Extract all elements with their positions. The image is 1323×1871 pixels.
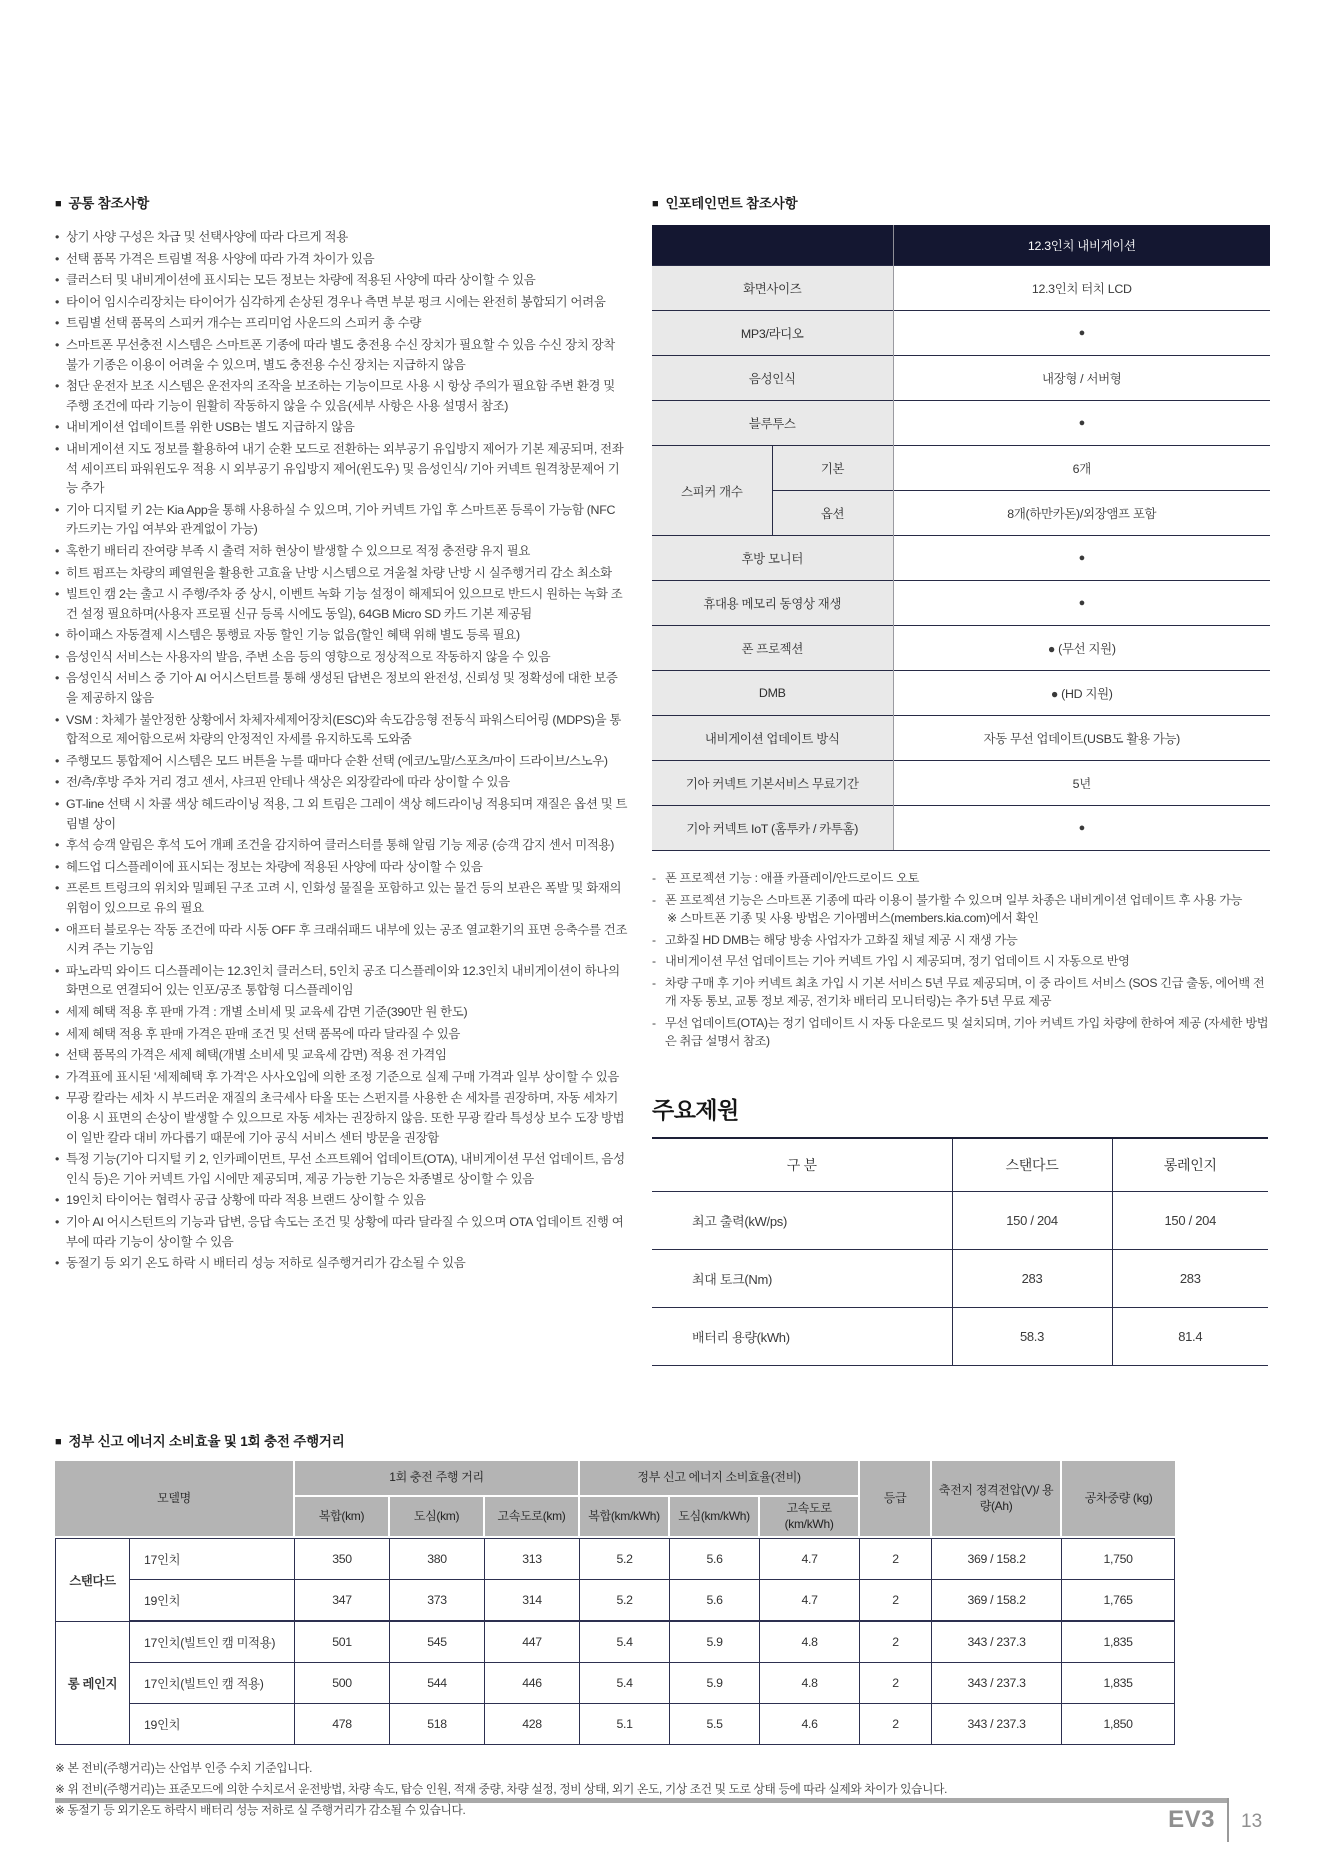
spec-label: 최대 토크(Nm)	[652, 1250, 952, 1308]
infotainment-table	[652, 225, 1270, 851]
infotainment-notes-list	[652, 869, 1270, 1051]
table-row	[652, 536, 1270, 581]
footer-page-number: 13	[1241, 1811, 1263, 1832]
table-row	[652, 1192, 1268, 1250]
model-variant: 17인치	[130, 1538, 295, 1580]
energy-footnote: ※ 동절기 등 외기온도 하락시 배터리 성능 저하로 실 주행거리가 감소될 수 있습니다.	[55, 1803, 466, 1817]
table-row	[652, 581, 1270, 626]
cell-value: 500	[295, 1663, 390, 1704]
main-specs-table	[652, 1137, 1268, 1366]
row-value: 12.3인치 터치 LCD	[893, 266, 1270, 311]
main-specs-header-row	[652, 1138, 1268, 1192]
table-row	[55, 1538, 1175, 1580]
cell-value: 446	[485, 1663, 580, 1704]
common-note-item: • 헤드업 디스플레이에 표시되는 정보는 차량에 적용된 사양에 따라 상이할 수 있음	[55, 858, 629, 878]
cell-value: 5.4	[580, 1622, 670, 1663]
cell-value: 4.7	[760, 1580, 860, 1622]
footer-divider	[1227, 1798, 1229, 1842]
spec-value-long-range: 81.4	[1112, 1308, 1268, 1366]
common-note-item: • 하이패스 자동결제 시스템은 통행료 자동 할인 기능 없음(할인 혜택 위해 별도 등록 필요)	[55, 626, 629, 646]
note-text: 무선 업데이트(OTA)는 정기 업데이트 시 자동 다운로드 및 설치되며, 기아 커넥트 가입 차량에 한하여 제공 (자세한 방법은 취급 설명서 참조)	[665, 1015, 1269, 1049]
column-header-range-highway: 고속도로(km)	[485, 1497, 580, 1538]
cell-value: 369 / 158.2	[932, 1580, 1062, 1622]
row-label: 화면사이즈	[652, 266, 893, 311]
row-value: 5년	[893, 761, 1270, 806]
row-value: ●	[893, 581, 1270, 626]
energy-efficiency-table	[55, 1461, 1175, 1745]
speaker-option-label: 옵션	[772, 491, 893, 536]
common-note-item: • 기아 디지털 키 2는 Kia App을 통해 사용하실 수 있으며, 기아 커넥트 가입 후 스마트폰 등록이 가능함 (NFC 카드키는 가입 여부와 관계없이 가능)	[55, 501, 629, 540]
common-note-item: • 선택 품목 가격은 트림별 적용 사양에 따라 가격 차이가 있음	[55, 250, 629, 270]
energy-footnote: ※ 본 전비(주행거리)는 산업부 인증 수치 기준입니다.	[55, 1762, 313, 1776]
cell-value: 343 / 237.3	[932, 1663, 1062, 1704]
common-note-item: • 빌트인 캠 2는 출고 시 주행/주차 중 상시, 이벤트 녹화 기능 설정이 해제되어 있으므로 반드시 원하는 녹화 조건 설정 필요하며(사용자 프로필 신규 등록 시에도 동일), 64GB Micro SD 카드 기본 제공됨	[55, 585, 629, 624]
common-note-item: • 히트 펌프는 차량의 폐열원을 활용한 고효율 난방 시스템으로 겨울철 차량 난방 시 실주행거리 감소 최소화	[55, 564, 629, 584]
column-header-model: 모델명	[55, 1461, 295, 1538]
cell-value: 1,750	[1062, 1538, 1175, 1580]
table-row	[55, 1580, 1175, 1622]
infotainment-note-item	[652, 952, 1270, 971]
row-label: 기아 커넥트 기본서비스 무료기간	[652, 761, 893, 806]
common-note-item: • 클러스터 및 내비게이션에 표시되는 모든 정보는 차량에 적용된 사양에 따라 상이할 수 있음	[55, 271, 629, 291]
common-notes-title: ■ 공통 참조사항	[55, 192, 629, 212]
cell-value: 347	[295, 1580, 390, 1622]
infotainment-column-header: 12.3인치 내비게이션	[893, 225, 1270, 266]
infotainment-title: ■ 인포테인먼트 참조사항	[652, 192, 1270, 212]
row-value: ●	[893, 536, 1270, 581]
column-group-range: 1회 충전 주행 거리	[295, 1461, 580, 1497]
common-notes-section	[55, 192, 629, 1276]
cell-value: 314	[485, 1580, 580, 1622]
common-note-item: • 상기 사양 구성은 차급 및 선택사양에 따라 다르게 적용	[55, 228, 629, 248]
cell-value: 5.9	[670, 1663, 760, 1704]
column-header-eff-combined: 복합(km/kWh)	[580, 1497, 670, 1538]
column-header-range-combined: 복합(km)	[295, 1497, 390, 1538]
common-note-item: • 무광 칼라는 세차 시 부드러운 재질의 초극세사 타올 또는 스펀지를 사용한 손 세차를 권장하며, 자동 세차기 이용 시 표면의 손상이 발생할 수 있으므로 자동 세차는 권장하지 않음. 또한 무광 칼라 특성상 보수 도장 방법이 일반 칼라 대비 까다롭기 때문에 기아 공식 서비스 센터 방문을 권장함	[55, 1089, 629, 1148]
spec-value-long-range: 150 / 204	[1112, 1192, 1268, 1250]
spec-label: 최고 출력(kW/ps)	[652, 1192, 952, 1250]
cell-value: 5.4	[580, 1663, 670, 1704]
common-note-item: • GT-line 선택 시 차콜 색상 헤드라이닝 적용, 그 외 트림은 그레이 색상 헤드라이닝 적용되며 재질은 옵션 및 트림별 상이	[55, 795, 629, 834]
main-specs-section	[652, 1092, 1268, 1366]
cell-value: 5.1	[580, 1704, 670, 1745]
table-row	[652, 671, 1270, 716]
row-label: 내비게이션 업데이트 방식	[652, 716, 893, 761]
common-note-item: • 타이어 임시수리장치는 타이어가 심각하게 손상된 경우나 측면 부분 펑크 시에는 완전히 봉합되기 어려움	[55, 293, 629, 313]
infotainment-header-row	[652, 225, 1270, 266]
cell-value: 4.8	[760, 1663, 860, 1704]
model-group-standard: 스탠다드	[55, 1538, 130, 1622]
infotainment-header-spacer	[652, 225, 893, 266]
model-variant: 19인치	[130, 1580, 295, 1622]
speaker-basic-label: 기본	[772, 446, 893, 491]
common-note-item: • 세제 혜택 적용 후 판매 가격 : 개별 소비세 및 교육세 감면 기준(390만 원 한도)	[55, 1003, 629, 1023]
column-header-battery: 축전지 정격전압(V)/ 용량(Ah)	[932, 1461, 1062, 1538]
infotainment-note-item	[652, 1014, 1270, 1051]
note-text: 고화질 HD DMB는 해당 방송 사업자가 고화질 채널 제공 시 재생 가능	[665, 932, 1018, 947]
speaker-basic-value: 6개	[893, 446, 1270, 491]
cell-value: 5.6	[670, 1538, 760, 1580]
common-note-item: • 트림별 선택 품목의 스피커 개수는 프리미엄 사운드의 스피커 총 수량	[55, 314, 629, 334]
table-row-speaker-basic	[652, 446, 1270, 491]
common-note-item: • 가격표에 표시된 '세제혜택 후 가격'은 사사오입에 의한 조정 기준으로 실제 구매 가격과 일부 상이할 수 있음	[55, 1068, 629, 1088]
table-row	[55, 1663, 1175, 1704]
row-label: 블루투스	[652, 401, 893, 446]
cell-value: 4.7	[760, 1538, 860, 1580]
row-value: ●	[893, 401, 1270, 446]
cell-value: 5.9	[670, 1622, 760, 1663]
cell-value: 2	[860, 1663, 932, 1704]
common-note-item: • VSM : 차체가 불안정한 상황에서 차체자세제어장치(ESC)와 속도감응형 전동식 파워스티어링 (MDPS)을 통합적으로 제어함으로써 차량의 안정적인 자세를 유지하도록 도와줌	[55, 711, 629, 750]
cell-value: 2	[860, 1580, 932, 1622]
common-note-item: • 파노라믹 와이드 디스플레이는 12.3인치 클러스터, 5인치 공조 디스플레이와 12.3인치 내비게이션이 하나의 화면으로 연결되어 있는 인포/공조 통합형 디스플레이임	[55, 962, 629, 1001]
cell-value: 373	[390, 1580, 485, 1622]
column-group-efficiency: 정부 신고 에너지 소비효율(전비)	[580, 1461, 860, 1497]
table-row	[652, 761, 1270, 806]
cell-value: 5.2	[580, 1538, 670, 1580]
row-label: 폰 프로젝션	[652, 626, 893, 671]
infotainment-note-item	[652, 869, 1270, 888]
common-note-item: • 선택 품목의 가격은 세제 혜택(개별 소비세 및 교육세 감면) 적용 전 가격임	[55, 1046, 629, 1066]
note-text: 내비게이션 무선 업데이트는 기아 커넥트 가입 시 제공되며, 정기 업데이트 시 자동으로 반영	[665, 954, 1130, 969]
row-value: 내장형 / 서버형	[893, 356, 1270, 401]
column-header: 롱레인지	[1112, 1138, 1268, 1192]
note-subtext: ※ 스마트폰 기종 및 사용 방법은 기아멤버스(members.kia.com)에서 확인	[667, 911, 1039, 926]
table-row	[652, 1250, 1268, 1308]
common-note-item: • 내비게이션 업데이트를 위한 USB는 별도 지급하지 않음	[55, 418, 629, 438]
row-value: 자동 무선 업데이트(USB도 활용 가능)	[893, 716, 1270, 761]
note-text: 폰 프로젝션 기능 : 애플 카플레이/안드로이드 오토	[665, 871, 920, 885]
cell-value: 501	[295, 1622, 390, 1663]
footer-model-name: EV3	[1168, 1806, 1215, 1833]
common-note-item: • 기아 AI 어시스턴트의 기능과 답변, 응답 속도는 조건 및 상황에 따라 달라질 수 있으며 OTA 업데이트 진행 여부에 따라 기능이 상이할 수 있음	[55, 1213, 629, 1252]
common-note-item: • 19인치 타이어는 협력사 공급 상황에 따라 적용 브랜드 상이할 수 있음	[55, 1191, 629, 1211]
row-label: MP3/라디오	[652, 311, 893, 356]
cell-value: 380	[390, 1538, 485, 1580]
common-note-item: • 프론트 트렁크의 위치와 밀폐된 구조 고려 시, 인화성 물질을 포함하고 있는 물건 등의 보관은 폭발 및 화재의 위험이 있으므로 유의 필요	[55, 879, 629, 918]
energy-footnotes	[55, 1759, 1180, 1821]
row-value: ● (HD 지원)	[893, 671, 1270, 716]
note-text: 폰 프로젝션 기능은 스마트폰 기종에 따라 이용이 불가할 수 있으며 일부 차종은 내비게이션 업데이트 후 사용 가능	[665, 892, 1243, 907]
cell-value: 447	[485, 1622, 580, 1663]
table-row	[652, 806, 1270, 851]
column-header-eff-highway: 고속도로(km/kWh)	[760, 1497, 860, 1538]
cell-value: 1,850	[1062, 1704, 1175, 1745]
spec-value-long-range: 283	[1112, 1250, 1268, 1308]
model-group-long-range: 롱 레인지	[55, 1622, 130, 1745]
row-value: ●	[893, 806, 1270, 851]
spec-label: 배터리 용량(kWh)	[652, 1308, 952, 1366]
table-row	[652, 1308, 1268, 1366]
cell-value: 343 / 237.3	[932, 1704, 1062, 1745]
row-label: 휴대용 메모리 동영상 재생	[652, 581, 893, 626]
table-row	[55, 1622, 1175, 1663]
energy-header-row-1	[55, 1461, 1175, 1497]
speaker-option-value: 8개(하만카돈)/외장앰프 포함	[893, 491, 1270, 536]
cell-value: 4.8	[760, 1622, 860, 1663]
cell-value: 518	[390, 1704, 485, 1745]
common-note-item: • 음성인식 서비스는 사용자의 발음, 주변 소음 등의 영향으로 정상적으로 작동하지 않을 수 있음	[55, 648, 629, 668]
row-label: 음성인식	[652, 356, 893, 401]
common-note-item: • 전/측/후방 주차 거리 경고 센서, 샤크핀 안테나 색상은 외장칼라에 따라 상이할 수 있음	[55, 773, 629, 793]
cell-value: 350	[295, 1538, 390, 1580]
table-row	[652, 626, 1270, 671]
table-row	[652, 266, 1270, 311]
cell-value: 544	[390, 1663, 485, 1704]
table-row	[652, 356, 1270, 401]
spec-value-standard: 283	[952, 1250, 1112, 1308]
main-specs-title: 주요제원	[652, 1097, 739, 1123]
cell-value: 2	[860, 1538, 932, 1580]
row-label: 기아 커넥트 IoT (홈투카 / 카투홈)	[652, 806, 893, 851]
common-note-item: • 첨단 운전자 보조 시스템은 운전자의 조작을 보조하는 기능이므로 사용 시 항상 주의가 필요함 주변 환경 및 주행 조건에 따라 기능이 원활히 작동하지 않을 수 있음(세부 사항은 사용 설명서 참조)	[55, 377, 629, 416]
table-row	[652, 311, 1270, 356]
common-note-item: • 애프터 블로우는 작동 조건에 따라 시동 OFF 후 크래쉬패드 내부에 있는 공조 열교환기의 표면 응축수를 건조시켜 주는 기능임	[55, 921, 629, 960]
note-text: 차량 구매 후 기아 커넥트 최초 가입 시 기본 서비스 5년 무료 제공되며, 이 중 라이트 서비스 (SOS 긴급 출동, 에어백 전개 자동 통보, 교통 정보 제공, 전기차 배터리 모니터링)는 추가 5년 무료 제공	[665, 975, 1265, 1009]
column-header: 구 분	[652, 1138, 952, 1192]
model-variant: 19인치	[130, 1704, 295, 1745]
model-variant: 17인치(빌트인 캠 적용)	[130, 1663, 295, 1704]
column-header-eff-city: 도심(km/kWh)	[670, 1497, 760, 1538]
energy-efficiency-section	[55, 1430, 1180, 1822]
cell-value: 1,835	[1062, 1622, 1175, 1663]
spec-value-standard: 58.3	[952, 1308, 1112, 1366]
infotainment-note-item	[652, 931, 1270, 950]
common-note-item: • 세제 혜택 적용 후 판매 가격은 판매 조건 및 선택 품목에 따라 달라질 수 있음	[55, 1025, 629, 1045]
table-row	[652, 401, 1270, 446]
common-note-item: • 동절기 등 외기 온도 하락 시 배터리 성능 저하로 실주행거리가 감소될 수 있음	[55, 1254, 629, 1274]
infotainment-section	[652, 192, 1270, 1054]
energy-footnote: ※ 위 전비(주행거리)는 표준모드에 의한 수치로서 운전방법, 차량 속도, 탑승 인원, 적재 중량, 차량 설정, 정비 상태, 외기 온도, 기상 조건 및 도로 상태 등에 따라 실제와 차이가 있습니다.	[55, 1783, 948, 1797]
cell-value: 5.6	[670, 1580, 760, 1622]
cell-value: 369 / 158.2	[932, 1538, 1062, 1580]
row-label: 후방 모니터	[652, 536, 893, 581]
infotainment-note-item	[652, 891, 1270, 928]
cell-value: 2	[860, 1622, 932, 1663]
cell-value: 545	[390, 1622, 485, 1663]
row-label: DMB	[652, 671, 893, 716]
spec-value-standard: 150 / 204	[952, 1192, 1112, 1250]
table-row	[55, 1704, 1175, 1745]
speaker-count-label: 스피커 개수	[652, 446, 772, 536]
cell-value: 5.5	[670, 1704, 760, 1745]
common-note-item: • 특정 기능(기아 디지털 키 2, 인카페이먼트, 무선 소프트웨어 업데이트(OTA), 내비게이션 무선 업데이트, 음성인식 등)은 기아 커넥트 가입 시에만 제공되며, 제공 가능한 기능은 차종별로 상이할 수 있음	[55, 1150, 629, 1189]
cell-value: 343 / 237.3	[932, 1622, 1062, 1663]
common-note-item: • 주행모드 통합제어 시스템은 모드 버튼을 누를 때마다 순환 선택 (에코/노말/스포츠/마이 드라이브/스노우)	[55, 752, 629, 772]
row-value: ●	[893, 311, 1270, 356]
energy-section-title: ■ 정부 신고 에너지 소비효율 및 1회 충전 주행거리	[55, 1430, 1180, 1450]
column-header-grade: 등급	[860, 1461, 932, 1538]
common-note-item: • 후석 승객 알림은 후석 도어 개폐 조건을 감지하여 클러스터를 통해 알림 기능 제공 (승객 감지 센서 미적용)	[55, 836, 629, 856]
cell-value: 478	[295, 1704, 390, 1745]
common-note-item: • 내비게이션 지도 정보를 활용하여 내기 순환 모드로 전환하는 외부공기 유입방지 제어가 기본 제공되며, 전좌석 세이프티 파워윈도우 적용 시 외부공기 유입방지 제어(윈도우) 및 음성인식/ 기아 커넥트 원격창문제어 기능 추가	[55, 440, 629, 499]
common-note-item: • 혹한기 배터리 잔여량 부족 시 출력 저하 현상이 발생할 수 있으므로 적정 충전량 유지 필요	[55, 542, 629, 562]
common-note-item: • 스마트폰 무선충전 시스템은 스마트폰 기종에 따라 별도 충전용 수신 장치가 필요할 수 있음 수신 장치 장착 불가 기종은 이용이 어려울 수 있으며, 별도 충전용 수신 장치는 지급하지 않음	[55, 336, 629, 375]
column-header: 스탠다드	[952, 1138, 1112, 1192]
cell-value: 2	[860, 1704, 932, 1745]
common-notes-list	[55, 228, 629, 1274]
cell-value: 1,835	[1062, 1663, 1175, 1704]
footer-rule	[55, 1798, 1227, 1803]
common-note-item: • 음성인식 서비스 중 기아 AI 어시스턴트를 통해 생성된 답변은 정보의 완전성, 신뢰성 및 정확성에 대한 보증을 제공하지 않음	[55, 669, 629, 708]
model-variant: 17인치(빌트인 캠 미적용)	[130, 1622, 295, 1663]
infotainment-note-item	[652, 974, 1270, 1011]
cell-value: 5.2	[580, 1580, 670, 1622]
column-header-weight: 공차중량 (kg)	[1062, 1461, 1175, 1538]
row-value: ● (무선 지원)	[893, 626, 1270, 671]
cell-value: 428	[485, 1704, 580, 1745]
cell-value: 4.6	[760, 1704, 860, 1745]
cell-value: 1,765	[1062, 1580, 1175, 1622]
cell-value: 313	[485, 1538, 580, 1580]
column-header-range-city: 도심(km)	[390, 1497, 485, 1538]
table-row	[652, 716, 1270, 761]
